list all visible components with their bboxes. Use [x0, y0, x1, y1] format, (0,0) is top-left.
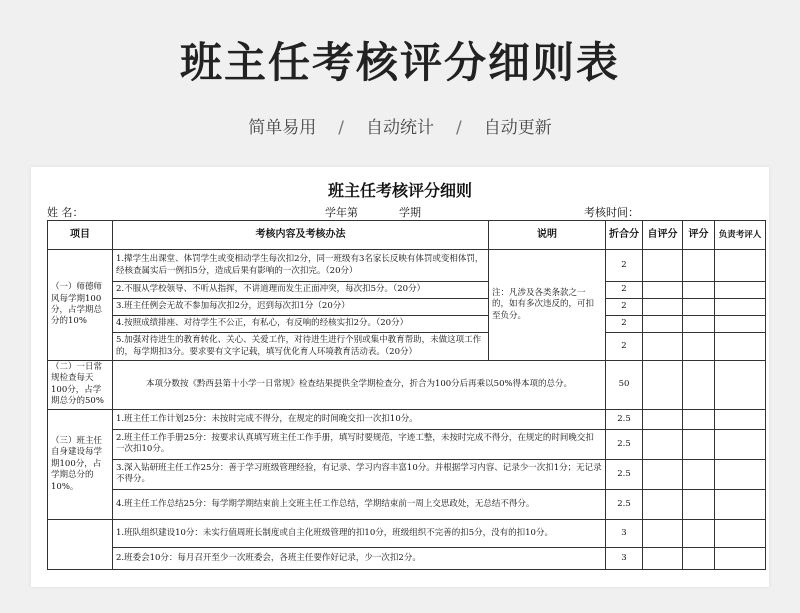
- reviewer-cell[interactable]: [715, 316, 766, 333]
- self-score-cell[interactable]: [643, 409, 683, 429]
- self-score-cell[interactable]: [643, 547, 683, 569]
- reviewer-cell[interactable]: [715, 489, 766, 519]
- reviewer-cell[interactable]: [715, 429, 766, 459]
- self-score-cell[interactable]: [643, 250, 683, 282]
- semester-label: 学期: [399, 206, 421, 219]
- tag-auto-update: 自动更新: [483, 118, 552, 138]
- reviewer-cell[interactable]: [715, 250, 766, 282]
- section-label: （二）一日常规检查每天100分，占学期总分的50%: [48, 361, 113, 410]
- spreadsheet-preview: [31, 167, 769, 587]
- table-row: [48, 299, 766, 316]
- reviewer-cell[interactable]: [715, 282, 766, 299]
- points-cell: 2.5: [606, 429, 643, 459]
- school-year-label: 学年第: [325, 206, 358, 219]
- score-cell[interactable]: [683, 429, 715, 459]
- criteria-cell: 2.不服从学校领导、不听从指挥，不讲道理而发生正面冲突，每次扣5分。（20分）: [113, 282, 489, 299]
- score-cell[interactable]: [683, 250, 715, 282]
- section-label: [48, 519, 113, 569]
- points-cell: 2.5: [606, 459, 643, 489]
- score-cell[interactable]: [683, 459, 715, 489]
- feature-tags: [0, 113, 800, 138]
- note-cell: 注：凡涉及各类条款之一的，如有多次违反的，可扣至负分。: [489, 250, 606, 361]
- header-content: 考核内容及考核办法: [113, 221, 489, 250]
- criteria-cell: 3.班主任例会无故不参加每次扣2分，迟到每次扣1分（20分）: [113, 299, 489, 316]
- criteria-cell: 2.班主任工作手册25分：按要求认真填写班主任工作手册，填写时要规范，字迹工整，未按时完成不得分，在规定的时间晚交扣一次扣10分。: [113, 429, 606, 459]
- table-row: [48, 333, 766, 361]
- table-row: [48, 489, 766, 519]
- points-cell: 3: [606, 519, 643, 547]
- criteria-cell: 4.按照成绩排座、对待学生不公正，有私心，有反响的经核实扣2分。（20分）: [113, 316, 489, 333]
- table-row: [48, 361, 766, 410]
- header-converted: 折合分: [606, 221, 643, 250]
- header-item: 项目: [48, 221, 113, 250]
- reviewer-cell[interactable]: [715, 459, 766, 489]
- tag-auto-stats: 自动统计: [366, 118, 434, 138]
- criteria-cell: 4.班主任工作总结25分：每学期学期结束前上交班主任工作总结，学期结束前一周上交思政处，无总结不得分。: [113, 489, 606, 519]
- table-row: [48, 250, 766, 282]
- criteria-cell: 3.深入钻研班主任工作25分：善于学习班级管理经验，有记录、学习内容丰富10分。并根据学习内容、记录少一次扣1分；无记录不得分。: [113, 459, 606, 489]
- self-score-cell[interactable]: [643, 333, 683, 361]
- header-self-score: 自评分: [643, 221, 683, 250]
- reviewer-cell[interactable]: [715, 547, 766, 569]
- self-score-cell[interactable]: [643, 459, 683, 489]
- tag-separator: /: [456, 118, 462, 138]
- points-cell: 2.5: [606, 409, 643, 429]
- table-row: [48, 409, 766, 429]
- criteria-cell: 1.班队组织建设10分：未实行值周班长制度或自主化班级管理的扣10分，班级组织不完善的扣5分，没有的扣10分。: [113, 519, 606, 547]
- score-cell[interactable]: [683, 489, 715, 519]
- document-title: 班主任考核评分细则: [327, 181, 472, 200]
- section-label: （一）师德师风每学期100分，占学期总分的10%: [48, 250, 113, 361]
- section-label: （三）班主任自身建设每学期100分，占学期总分的10%。: [48, 409, 113, 519]
- criteria-cell: 1.班主任工作计划25分：未按时完成不得分，在规定的时间晚交扣一次扣10分。: [113, 409, 606, 429]
- table-row: [48, 519, 766, 547]
- self-score-cell[interactable]: [643, 361, 683, 410]
- table-row: [48, 316, 766, 333]
- criteria-cell: 本项分数按《黔西县第十小学一日常规》检查结果提供全学期检查分，折合为100分后再乘以50%得本项的总分。: [113, 361, 606, 410]
- criteria-cell: 1.撵学生出课堂、体罚学生或变相动学生每次扣2分，同一班级有3名家长反映有体罚或变相体罚，经核查属实后一例扣5分，造成后果有影响的一次扣完。（20分）: [113, 250, 489, 282]
- name-label: 姓 名：: [47, 206, 84, 219]
- score-cell[interactable]: [683, 316, 715, 333]
- self-score-cell[interactable]: [643, 489, 683, 519]
- points-cell: 2: [606, 250, 643, 282]
- points-cell: 2.5: [606, 489, 643, 519]
- table-row: [48, 459, 766, 489]
- reviewer-cell[interactable]: [715, 333, 766, 361]
- table-header-row: [48, 221, 766, 250]
- reviewer-cell[interactable]: [715, 299, 766, 316]
- self-score-cell[interactable]: [643, 282, 683, 299]
- table-row: [48, 547, 766, 569]
- score-cell[interactable]: [683, 409, 715, 429]
- table-row: [48, 282, 766, 299]
- header-note: 说明: [489, 221, 606, 250]
- self-score-cell[interactable]: [643, 429, 683, 459]
- tag-easy-to-use: 简单易用: [248, 118, 317, 138]
- table-row: [48, 429, 766, 459]
- points-cell: 2: [606, 316, 643, 333]
- exam-time-label: 考核时间：: [584, 206, 639, 219]
- score-cell[interactable]: [683, 282, 715, 299]
- self-score-cell[interactable]: [643, 316, 683, 333]
- score-cell[interactable]: [683, 361, 715, 410]
- self-score-cell[interactable]: [643, 299, 683, 316]
- score-cell[interactable]: [683, 547, 715, 569]
- points-cell: 2: [606, 282, 643, 299]
- score-cell[interactable]: [683, 299, 715, 316]
- header-reviewer: 负责考评人: [715, 221, 766, 250]
- points-cell: 3: [606, 547, 643, 569]
- tag-separator: /: [338, 118, 344, 138]
- points-cell: 50: [606, 361, 643, 410]
- criteria-cell: 5.加强对待进生的教育转化、关心、关爱工作，对待进生进行个别或集中教育帮助，未做这项工作的，每学期扣3分。要求要有文字记载，填写优化育人环境教育活动表。（20分）: [113, 333, 489, 361]
- score-cell[interactable]: [683, 519, 715, 547]
- score-cell[interactable]: [683, 333, 715, 361]
- reviewer-cell[interactable]: [715, 519, 766, 547]
- points-cell: 2: [606, 333, 643, 361]
- points-cell: 2: [606, 299, 643, 316]
- reviewer-cell[interactable]: [715, 409, 766, 429]
- header-score: 评分: [683, 221, 715, 250]
- reviewer-cell[interactable]: [715, 361, 766, 410]
- self-score-cell[interactable]: [643, 519, 683, 547]
- banner-title: 班主任考核评分细则表: [179, 38, 620, 87]
- criteria-cell: 2.班委会10分：每月召开至少一次班委会，各班主任要作好记录，少一次扣2分。: [113, 547, 606, 569]
- evaluation-table: [47, 220, 766, 570]
